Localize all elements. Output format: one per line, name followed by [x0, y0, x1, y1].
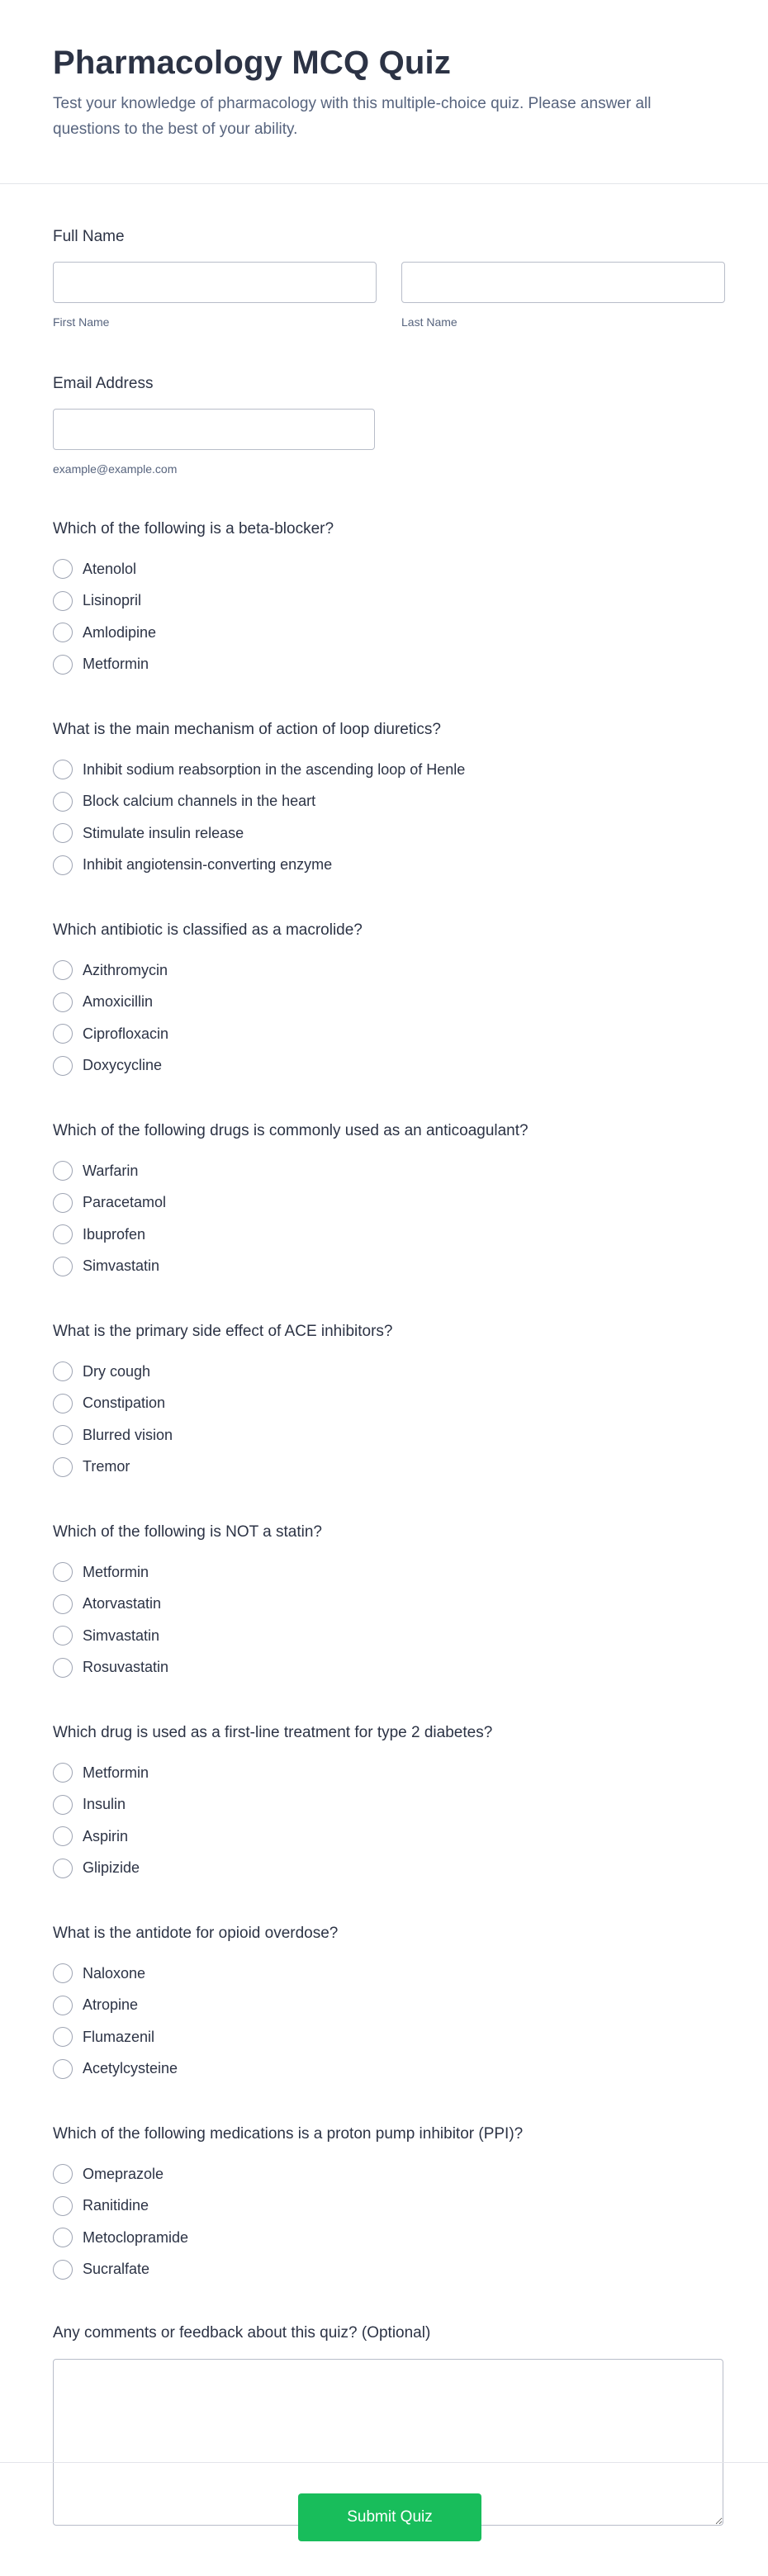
- radio-button[interactable]: [53, 1056, 73, 1076]
- answer-options: [53, 2158, 715, 2285]
- question-8: [53, 1924, 715, 2085]
- form-header: [0, 0, 768, 184]
- question-title: Which of the following drugs is commonly used as an anticoagulant?: [53, 1122, 529, 1139]
- answer-option-label: Flumazenil: [83, 2028, 155, 2045]
- question-title: What is the antidote for opioid overdose?: [53, 1925, 339, 1942]
- answer-option-label: Simvastatin: [83, 1257, 160, 1275]
- answer-option[interactable]: [53, 1050, 715, 1082]
- radio-button[interactable]: [53, 1626, 73, 1646]
- answer-option-label: Inhibit sodium reabsorption in the ascending loop of Henle: [83, 760, 466, 778]
- answer-option[interactable]: [53, 2222, 715, 2254]
- answer-option[interactable]: [53, 817, 715, 850]
- answer-option[interactable]: [53, 1958, 715, 1990]
- answer-option[interactable]: [53, 1589, 715, 1621]
- answer-option-label: Metformin: [83, 1764, 149, 1781]
- answer-option[interactable]: [53, 1187, 715, 1219]
- answer-option[interactable]: [53, 553, 715, 585]
- answer-options: [53, 954, 715, 1082]
- submit-quiz-button[interactable]: Submit Quiz: [298, 2493, 481, 2541]
- radio-button[interactable]: [53, 623, 73, 642]
- radio-button[interactable]: [53, 591, 73, 611]
- last-name-input[interactable]: [401, 262, 725, 303]
- answer-options: [53, 1958, 715, 2085]
- radio-button[interactable]: [53, 1161, 73, 1181]
- email-input[interactable]: [53, 409, 375, 450]
- answer-option-label: Insulin: [83, 1796, 126, 1813]
- answer-option[interactable]: [53, 1990, 715, 2022]
- answer-option-label: Metformin: [83, 1563, 149, 1580]
- page-title: Pharmacology MCQ Quiz: [53, 45, 452, 81]
- answer-option-label: Omeprazole: [83, 2165, 164, 2182]
- answer-option-label: Glipizide: [83, 1859, 140, 1877]
- first-name-column: [53, 262, 377, 329]
- answer-option[interactable]: [53, 1219, 715, 1251]
- radio-button[interactable]: [53, 1996, 73, 2015]
- first-name-input[interactable]: [53, 262, 377, 303]
- questions-list: [53, 519, 715, 2285]
- answer-options: [53, 1356, 715, 1483]
- radio-button[interactable]: [53, 2196, 73, 2216]
- answer-option[interactable]: [53, 1620, 715, 1652]
- answer-option[interactable]: [53, 1356, 715, 1388]
- radio-button[interactable]: [53, 1394, 73, 1413]
- answer-option-label: Blurred vision: [83, 1426, 173, 1443]
- radio-button[interactable]: [53, 960, 73, 980]
- answer-option-label: Inhibit angiotensin-converting enzyme: [83, 856, 333, 874]
- question-title: Which of the following is a beta-blocker?: [53, 520, 334, 537]
- radio-button[interactable]: [53, 1361, 73, 1381]
- full-name-label: Full Name: [53, 228, 125, 245]
- email-label: Email Address: [53, 375, 154, 392]
- radio-button[interactable]: [53, 2228, 73, 2247]
- answer-option-label: Metformin: [83, 656, 149, 673]
- question-title: What is the main mechanism of action of loop diuretics?: [53, 721, 441, 738]
- radio-button[interactable]: [53, 1658, 73, 1678]
- answer-option[interactable]: [53, 954, 715, 987]
- answer-option[interactable]: [53, 1018, 715, 1050]
- radio-button[interactable]: [53, 1257, 73, 1276]
- radio-button[interactable]: [53, 1562, 73, 1582]
- answer-option-label: Paracetamol: [83, 1194, 167, 1211]
- radio-button[interactable]: [53, 2260, 73, 2280]
- radio-button[interactable]: [53, 1224, 73, 1244]
- answer-option[interactable]: [53, 754, 715, 786]
- answer-options: [53, 1757, 715, 1884]
- answer-option[interactable]: [53, 2190, 715, 2223]
- answer-option[interactable]: [53, 1451, 715, 1484]
- answer-option-label: Ranitidine: [83, 2197, 149, 2214]
- answer-option[interactable]: [53, 1556, 715, 1589]
- answer-option-label: Rosuvastatin: [83, 1659, 169, 1676]
- quiz-form: [0, 184, 768, 2526]
- question-9: [53, 2124, 715, 2285]
- radio-button[interactable]: [53, 1859, 73, 1878]
- form-footer: [0, 2462, 768, 2576]
- radio-button[interactable]: [53, 1826, 73, 1846]
- email-field: [53, 374, 715, 476]
- question-title: Which of the following is NOT a statin?: [53, 1523, 322, 1541]
- answer-options: [53, 553, 715, 680]
- question-title: Which drug is used as a first-line treatment for type 2 diabetes?: [53, 1724, 493, 1741]
- radio-button[interactable]: [53, 655, 73, 675]
- radio-button[interactable]: [53, 2059, 73, 2079]
- answer-option-label: Warfarin: [83, 1162, 139, 1179]
- radio-button[interactable]: [53, 1594, 73, 1614]
- question-5: [53, 1322, 715, 1483]
- radio-button[interactable]: [53, 2027, 73, 2047]
- name-row: [53, 262, 715, 329]
- answer-option-label: Constipation: [83, 1395, 166, 1412]
- question-6: [53, 1522, 715, 1683]
- question-2: [53, 720, 715, 881]
- answer-option-label: Amoxicillin: [83, 993, 154, 1011]
- answer-option-label: Atenolol: [83, 560, 137, 577]
- answer-option[interactable]: [53, 1419, 715, 1451]
- answer-option-label: Azithromycin: [83, 961, 168, 978]
- full-name-field: [53, 227, 715, 329]
- answer-option-label: Stimulate insulin release: [83, 824, 244, 841]
- radio-button[interactable]: [53, 1193, 73, 1213]
- answer-option[interactable]: [53, 649, 715, 681]
- radio-button[interactable]: [53, 1795, 73, 1815]
- answer-option[interactable]: [53, 1388, 715, 1420]
- question-title: Which of the following medications is a proton pump inhibitor (PPI)?: [53, 2125, 524, 2143]
- radio-button[interactable]: [53, 1457, 73, 1477]
- radio-button[interactable]: [53, 2164, 73, 2184]
- answer-options: [53, 1155, 715, 1282]
- answer-option[interactable]: [53, 2158, 715, 2190]
- answer-option-label: Metoclopramide: [83, 2228, 189, 2246]
- answer-option-label: Atropine: [83, 1996, 139, 2014]
- question-3: [53, 921, 715, 1082]
- answer-option-label: Tremor: [83, 1458, 130, 1475]
- answer-option[interactable]: [53, 2254, 715, 2286]
- question-title: What is the primary side effect of ACE inhibitors?: [53, 1323, 393, 1340]
- email-sublabel: example@example.com: [53, 462, 178, 476]
- first-name-sublabel: First Name: [53, 315, 110, 329]
- answer-option[interactable]: [53, 1652, 715, 1684]
- radio-button[interactable]: [53, 792, 73, 812]
- answer-option-label: Acetylcysteine: [83, 2060, 178, 2077]
- answer-option[interactable]: [53, 2053, 715, 2086]
- page-description: Test your knowledge of pharmacology with this multiple-choice quiz. Please answer all questions to the best of your ability.: [53, 95, 652, 138]
- answer-option-label: Dry cough: [83, 1362, 151, 1380]
- answer-option[interactable]: [53, 1757, 715, 1789]
- answer-option[interactable]: [53, 1853, 715, 1885]
- radio-button[interactable]: [53, 1425, 73, 1445]
- answer-option[interactable]: [53, 1821, 715, 1853]
- question-title: Which antibiotic is classified as a macrolide?: [53, 921, 363, 939]
- answer-option[interactable]: [53, 1155, 715, 1187]
- answer-option[interactable]: [53, 987, 715, 1019]
- radio-button[interactable]: [53, 992, 73, 1012]
- answer-option-label: Block calcium channels in the heart: [83, 793, 316, 810]
- answer-option-label: Doxycycline: [83, 1057, 163, 1074]
- answer-option-label: Amlodipine: [83, 623, 157, 641]
- question-7: [53, 1723, 715, 1884]
- answer-option[interactable]: [53, 617, 715, 649]
- last-name-column: [401, 262, 725, 329]
- answer-options: [53, 1556, 715, 1683]
- last-name-sublabel: Last Name: [401, 315, 457, 329]
- radio-button[interactable]: [53, 1763, 73, 1783]
- answer-option[interactable]: [53, 1789, 715, 1821]
- answer-option[interactable]: [53, 850, 715, 882]
- answer-options: [53, 754, 715, 881]
- answer-option[interactable]: [53, 2021, 715, 2053]
- answer-option-label: Simvastatin: [83, 1627, 160, 1644]
- comments-label: Any comments or feedback about this quiz? (Optional): [53, 2324, 431, 2342]
- radio-button[interactable]: [53, 559, 73, 579]
- answer-option[interactable]: [53, 1251, 715, 1283]
- radio-button[interactable]: [53, 823, 73, 843]
- radio-button[interactable]: [53, 855, 73, 875]
- answer-option-label: Sucralfate: [83, 2261, 150, 2278]
- answer-option[interactable]: [53, 786, 715, 818]
- answer-option-label: Ibuprofen: [83, 1225, 146, 1243]
- answer-option[interactable]: [53, 585, 715, 618]
- answer-option-label: Atorvastatin: [83, 1595, 162, 1612]
- answer-option-label: Ciprofloxacin: [83, 1025, 169, 1042]
- radio-button[interactable]: [53, 1024, 73, 1044]
- question-4: [53, 1121, 715, 1282]
- answer-option-label: Lisinopril: [83, 592, 142, 609]
- answer-option-label: Aspirin: [83, 1827, 129, 1844]
- radio-button[interactable]: [53, 1963, 73, 1983]
- radio-button[interactable]: [53, 760, 73, 779]
- question-1: [53, 519, 715, 680]
- answer-option-label: Naloxone: [83, 1964, 146, 1982]
